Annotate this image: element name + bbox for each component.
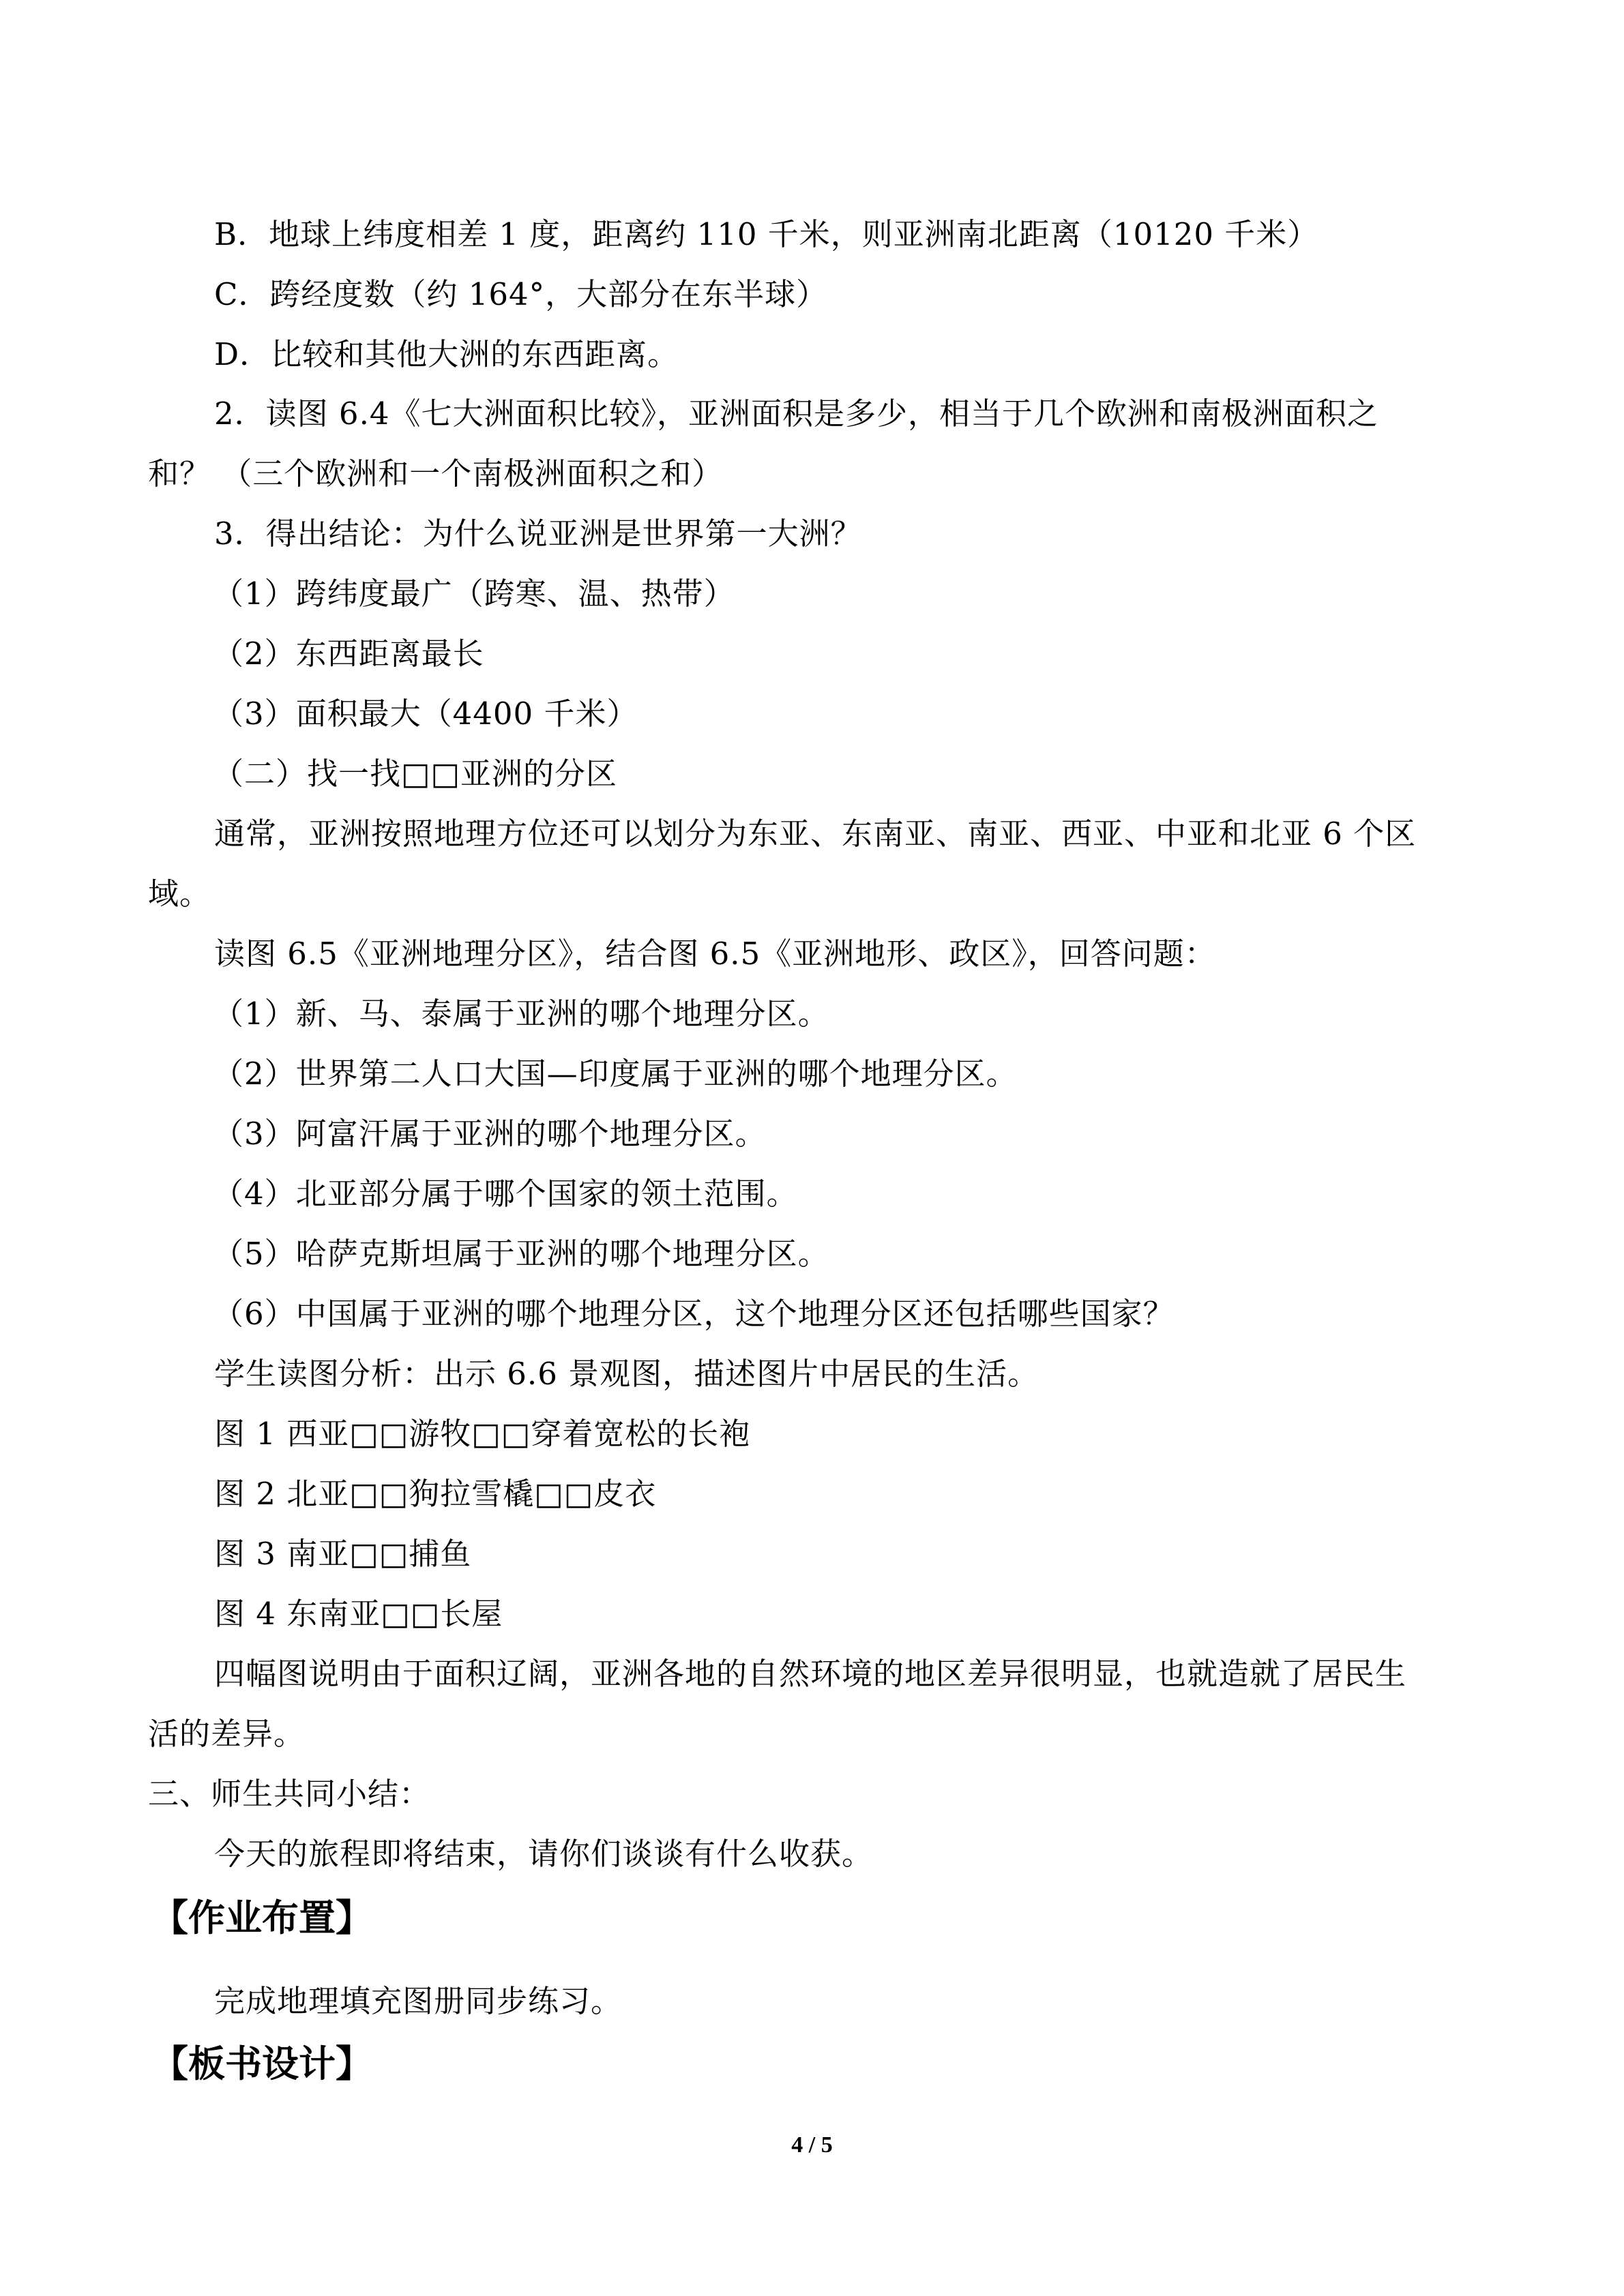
homework-heading: 【作业布置】 [151, 1896, 372, 1939]
text-line: B．地球上纬度相差 1 度，距离约 110 千米，则亚洲南北距离（10120 千米） [214, 216, 1319, 252]
figure-item: 图 4 东南亚□□长屋 [214, 1596, 503, 1632]
question-item: （2）世界第二人口大国—印度属于亚洲的哪个地理分区。 [213, 1056, 1018, 1092]
page-number: 4 / 5 [791, 2132, 833, 2158]
figure-item: 图 1 西亚□□游牧□□穿着宽松的长袍 [214, 1416, 751, 1452]
question-item: （6）中国属于亚洲的哪个地理分区，这个地理分区还包括哪些国家？ [213, 1296, 1175, 1332]
text-line: 3．得出结论：为什么说亚洲是世界第一大洲？ [214, 516, 862, 552]
question-item: （5）哈萨克斯坦属于亚洲的哪个地理分区。 [213, 1236, 829, 1272]
text-line: （3）面积最大（4400 千米） [213, 696, 638, 732]
text-line: 活的差异。 [148, 1716, 306, 1752]
text-line: 学生读图分析：出示 6.6 景观图，描述图片中居民的生活。 [214, 1356, 1039, 1392]
board-design-heading: 【板书设计】 [151, 2042, 372, 2085]
text-line: 和？ （三个欧洲和一个南极洲面积之和） [148, 456, 724, 492]
text-line: 读图 6.5《亚洲地理分区》，结合图 6.5《亚洲地形、政区》，回答问题： [214, 936, 1216, 972]
figure-item: 图 3 南亚□□捕鱼 [214, 1536, 472, 1572]
question-item: （4）北亚部分属于哪个国家的领土范围。 [213, 1176, 798, 1212]
section-subheading: （二）找一找□□亚洲的分区 [213, 756, 618, 792]
text-line: （1）跨纬度最广（跨寒、温、热带） [213, 576, 735, 612]
text-line: 域。 [148, 876, 211, 912]
text-line: 四幅图说明由于面积辽阔，亚洲各地的自然环境的地区差异很明显，也就造就了居民生 [214, 1656, 1407, 1692]
text-line: 今天的旅程即将结束，请你们谈谈有什么收获。 [214, 1836, 874, 1872]
text-line: 完成地理填充图册同步练习。 [214, 1983, 623, 2019]
text-line: （2）东西距离最长 [213, 636, 484, 672]
text-line: 2．读图 6.4《七大洲面积比较》，亚洲面积是多少，相当于几个欧洲和南极洲面积之 [214, 396, 1379, 432]
figure-item: 图 2 北亚□□狗拉雪橇□□皮衣 [214, 1476, 657, 1512]
section-heading: 三、师生共同小结： [148, 1776, 431, 1812]
text-line: 通常，亚洲按照地理方位还可以划分为东亚、东南亚、南亚、西亚、中亚和北亚 6 个区 [214, 816, 1417, 852]
question-item: （3）阿富汗属于亚洲的哪个地理分区。 [213, 1116, 767, 1152]
text-line: D．比较和其他大洲的东西距离。 [214, 336, 679, 372]
question-item: （1）新、马、泰属于亚洲的哪个地理分区。 [213, 996, 829, 1032]
text-line: C．跨经度数（约 164°，大部分在东半球） [214, 276, 828, 312]
